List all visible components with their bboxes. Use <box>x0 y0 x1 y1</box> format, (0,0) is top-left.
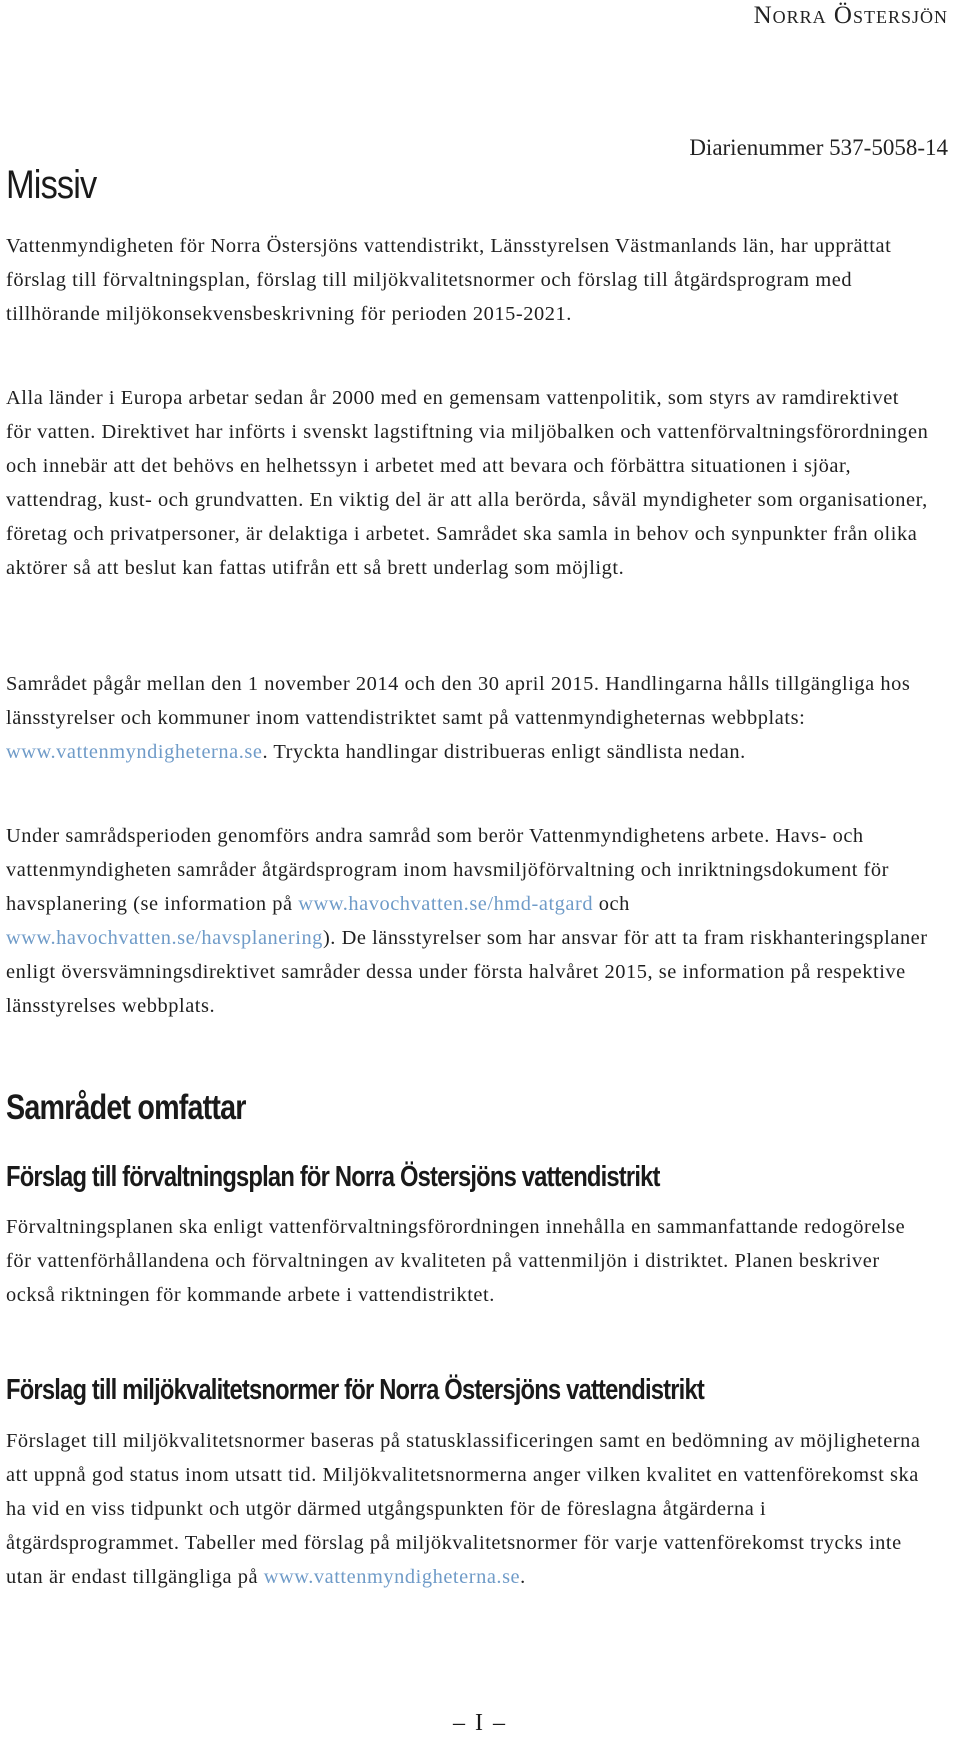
paragraph-intro: Vattenmyndigheten för Norra Östersjöns vattendistrikt, Länsstyrelsen Västmanlands län, har upprättat förslag till förvaltningsplan, förslag till miljökvalitetsnormer och förslag till åtgärdsprogram med tillhörande miljökonsekvensbeskrivning för perioden 2015-2021. <box>6 235 892 325</box>
link-havsplanering[interactable]: www.havochvatten.se/havsplanering <box>6 927 323 949</box>
text-segment: och <box>593 893 630 915</box>
text-segment: . <box>520 1566 526 1588</box>
text-segment: Förslaget till miljökvalitetsnormer baseras på statusklassificeringen samt en bedömning av möjligheterna att uppnå god status inom utsatt tid. Miljökvalitetsnormerna anger vilken kvalitet en vattenförekomst ska ha vid en viss tidpunkt och utgör därmed utgångspunkten för de föreslagna åtgärderna i åtgärdsprogrammet. Tabeller med förslag på miljökvalitetsnormer för varje vattenförekomst trycks inte utan är endast tillgängliga på <box>6 1430 921 1588</box>
page-title: Missiv <box>6 163 97 207</box>
text-segment: ). De länsstyrelser som har ansvar för att ta fram riskhanteringsplaner enligt översvämningsdirektivet samråder dessa under första halvåret 2015, se information på respektive länsstyrelses webbplats. <box>6 927 928 1017</box>
link-hmd-atgard[interactable]: www.havochvatten.se/hmd-atgard <box>298 893 594 915</box>
running-header: Norra Östersjön <box>753 2 948 29</box>
paragraph-forvaltningsplan: Förvaltningsplanen ska enligt vattenförvaltningsförordningen innehålla en sammanfattande redogörelse för vattenförhållandena och förvaltningen av kvaliteten på vattenmiljön i distriktet. Planen beskriver också riktningen för kommande arbete i vattendistriktet. <box>6 1216 906 1306</box>
page-number: – I – <box>453 1710 507 1736</box>
text-segment: Samrådet pågår mellan den 1 november 2014 och den 30 april 2015. Handlingarna hålls tillgängliga hos länsstyrelser och kommuner inom vattendistriktet samt på vattenmyndigheternas webbplats: <box>6 673 911 729</box>
subheading-forvaltningsplan: Förslag till förvaltningsplan för Norra Östersjöns vattendistrikt <box>6 1161 660 1193</box>
paragraph-other-consultations <box>6 819 930 1023</box>
link-vattenmyndigheterna-2[interactable]: www.vattenmyndigheterna.se <box>263 1566 521 1588</box>
text-segment: . Tryckta handlingar distribueras enligt sändlista nedan. <box>262 741 746 763</box>
paragraph-miljokvalitetsnormer <box>6 1424 930 1594</box>
diarienummer: Diarienummer 537-5058-14 <box>689 135 948 160</box>
link-vattenmyndigheterna[interactable]: www.vattenmyndigheterna.se <box>6 741 263 763</box>
subheading-miljokvalitetsnormer: Förslag till miljökvalitetsnormer för Norra Östersjöns vattendistrikt <box>6 1374 704 1406</box>
paragraph-eu-water-policy: Alla länder i Europa arbetar sedan år 2000 med en gemensam vattenpolitik, som styrs av ramdirektivet för vatten. Direktivet har införts i svenskt lagstiftning via miljöbalken och vattenförvaltningsförordningen och innebär att det behövs en helhetssyn i arbetet med att bevara och förbättra situationen i sjöar, vattendrag, kust- och grundvatten. En viktig del är att alla berörda, såväl myndigheter som organisationer, företag och privatpersoner, är delaktiga i arbetet. Samrådet ska samla in behov och synpunkter från olika aktörer så att beslut kan fattas utifrån ett så brett underlag som möjligt. <box>6 387 929 579</box>
section-heading-samradet: Samrådet omfattar <box>6 1088 246 1127</box>
text-segment: Under samrådsperioden genomförs andra samråd som berör Vattenmyndighetens arbete. Havs- och vattenmyndigheten samråder åtgärdsprogram inom havsmiljöförvaltning och inriktningsdokument för havsplanering (se information på <box>6 825 889 915</box>
paragraph-consultation-period <box>6 667 930 769</box>
